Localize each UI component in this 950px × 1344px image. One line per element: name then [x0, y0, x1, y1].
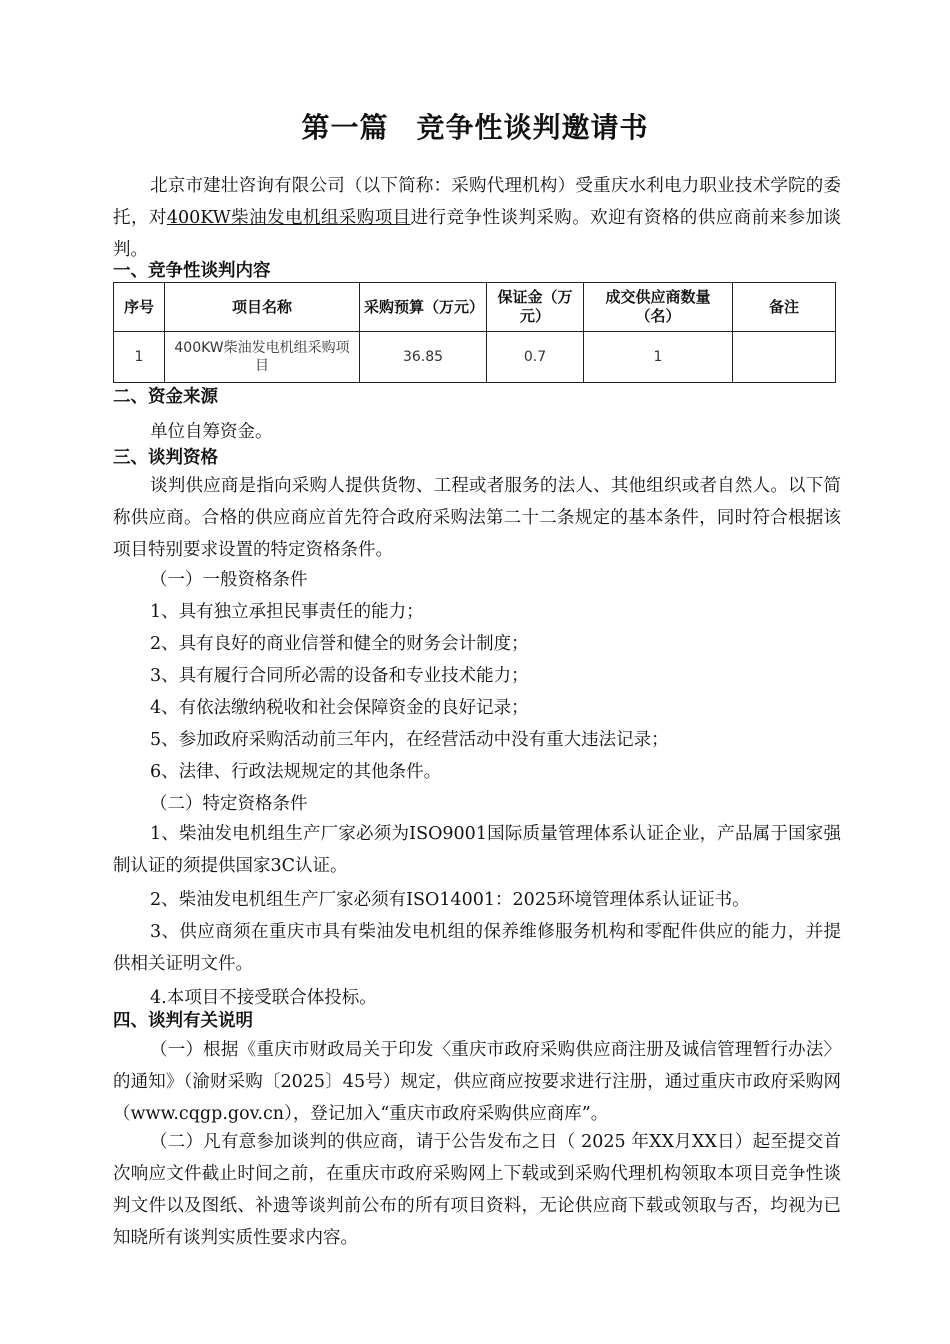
qualification-intro: 谈判供应商是指向采购人提供货物、工程或者服务的法人、其他组织或者自然人。以下简称供应商。合格的供应商应首先符合政府采购法第二十二条规定的基本条件，同时符合根据该项目特别要求设置的特定资格条件。	[113, 476, 841, 560]
list-item: 6、法律、行政法规规定的其他条件。	[150, 762, 442, 782]
table-cell: 1	[584, 332, 733, 383]
col-header: 成交供应商数量（名）	[584, 283, 733, 332]
table-cell: 0.7	[487, 332, 584, 383]
col-header: 采购预算（万元）	[360, 283, 487, 332]
col-header: 序号	[114, 283, 165, 332]
col-header: 保证金（万元）	[487, 283, 584, 332]
specific-item-3: 3、供应商须在重庆市具有柴油发电机组的保养维修服务机构和零配件供应的能力，并提供相关证明文件。	[113, 922, 841, 974]
page-title	[0, 106, 950, 146]
specific-qualification-heading: （二）特定资格条件	[150, 794, 308, 814]
list-item: 3、具有履行合同所必需的设备和专业技术能力；	[150, 666, 529, 686]
general-qualification-heading: （一）一般资格条件	[150, 570, 308, 590]
table-cell: 1	[114, 332, 165, 383]
notes-paragraph-1: （一）根据《重庆市财政局关于印发〈重庆市政府采购供应商注册及诚信管理暂行办法〉的通知》（渝财采购〔2025〕45号）规定，供应商应按要求进行注册，通过重庆市政府采购网（www.cqgp.gov.cn），登记加入“重庆市政府采购供应商库”。	[113, 1040, 841, 1124]
list-item: 4、有依法缴纳税收和社会保障资金的良好记录；	[150, 698, 529, 718]
specific-item-4: 4.本项目不接受联合体投标。	[150, 988, 377, 1008]
title-part: 第一篇	[301, 111, 389, 144]
funding-text: 单位自筹资金。	[150, 422, 273, 442]
col-header: 项目名称	[165, 283, 360, 332]
table-cell: 400KW柴油发电机组采购项目	[165, 332, 360, 383]
notes-paragraph-2: （二）凡有意参加谈判的供应商，请于公告发布之日（ 2025 年XX月XX日）起至提交首次响应文件截止时间之前，在重庆市政府采购网上下载或到采购代理机构领取本项目竞争性谈判文件以及图纸、补遗等谈判前公布的所有项目资料，无论供应商下载或领取与否，均视为已知晓所有谈判实质性要求内容。	[113, 1132, 841, 1248]
project-name: 400KW柴油发电机组采购项目	[166, 208, 411, 228]
specific-item-1: 1、柴油发电机组生产厂家必须为ISO9001国际质量管理体系认证企业，产品属于国家强制认证的须提供国家3C认证。	[113, 824, 841, 876]
table-header-row	[114, 283, 836, 332]
table-row	[114, 332, 836, 383]
list-item: 1、具有独立承担民事责任的能力；	[150, 602, 424, 622]
specific-item-2: 2、柴油发电机组生产厂家必须有ISO14001：2025环境管理体系认证证书。	[150, 890, 750, 910]
list-item: 2、具有良好的商业信誉和健全的财务会计制度；	[150, 634, 529, 654]
table-cell	[733, 332, 836, 383]
list-item: 5、参加政府采购活动前三年内，在经营活动中没有重大违法记录；	[150, 730, 669, 750]
intro-paragraph: 北京市建壮咨询有限公司（以下简称：采购代理机构）受重庆水利电力职业技术学院的委托，对400KW柴油发电机组采购项目进行竞争性谈判采购。欢迎有资格的供应商前来参加谈判。	[113, 176, 842, 260]
section1-heading: 一、竞争性谈判内容	[113, 261, 271, 281]
content-table	[113, 282, 836, 383]
col-header: 备注	[733, 283, 836, 332]
section4-heading: 四、谈判有关说明	[113, 1011, 253, 1031]
section2-heading: 二、资金来源	[113, 387, 218, 407]
table-cell: 36.85	[360, 332, 487, 383]
section3-heading: 三、谈判资格	[113, 448, 218, 468]
title-name: 竞争性谈判邀请书	[416, 111, 649, 144]
